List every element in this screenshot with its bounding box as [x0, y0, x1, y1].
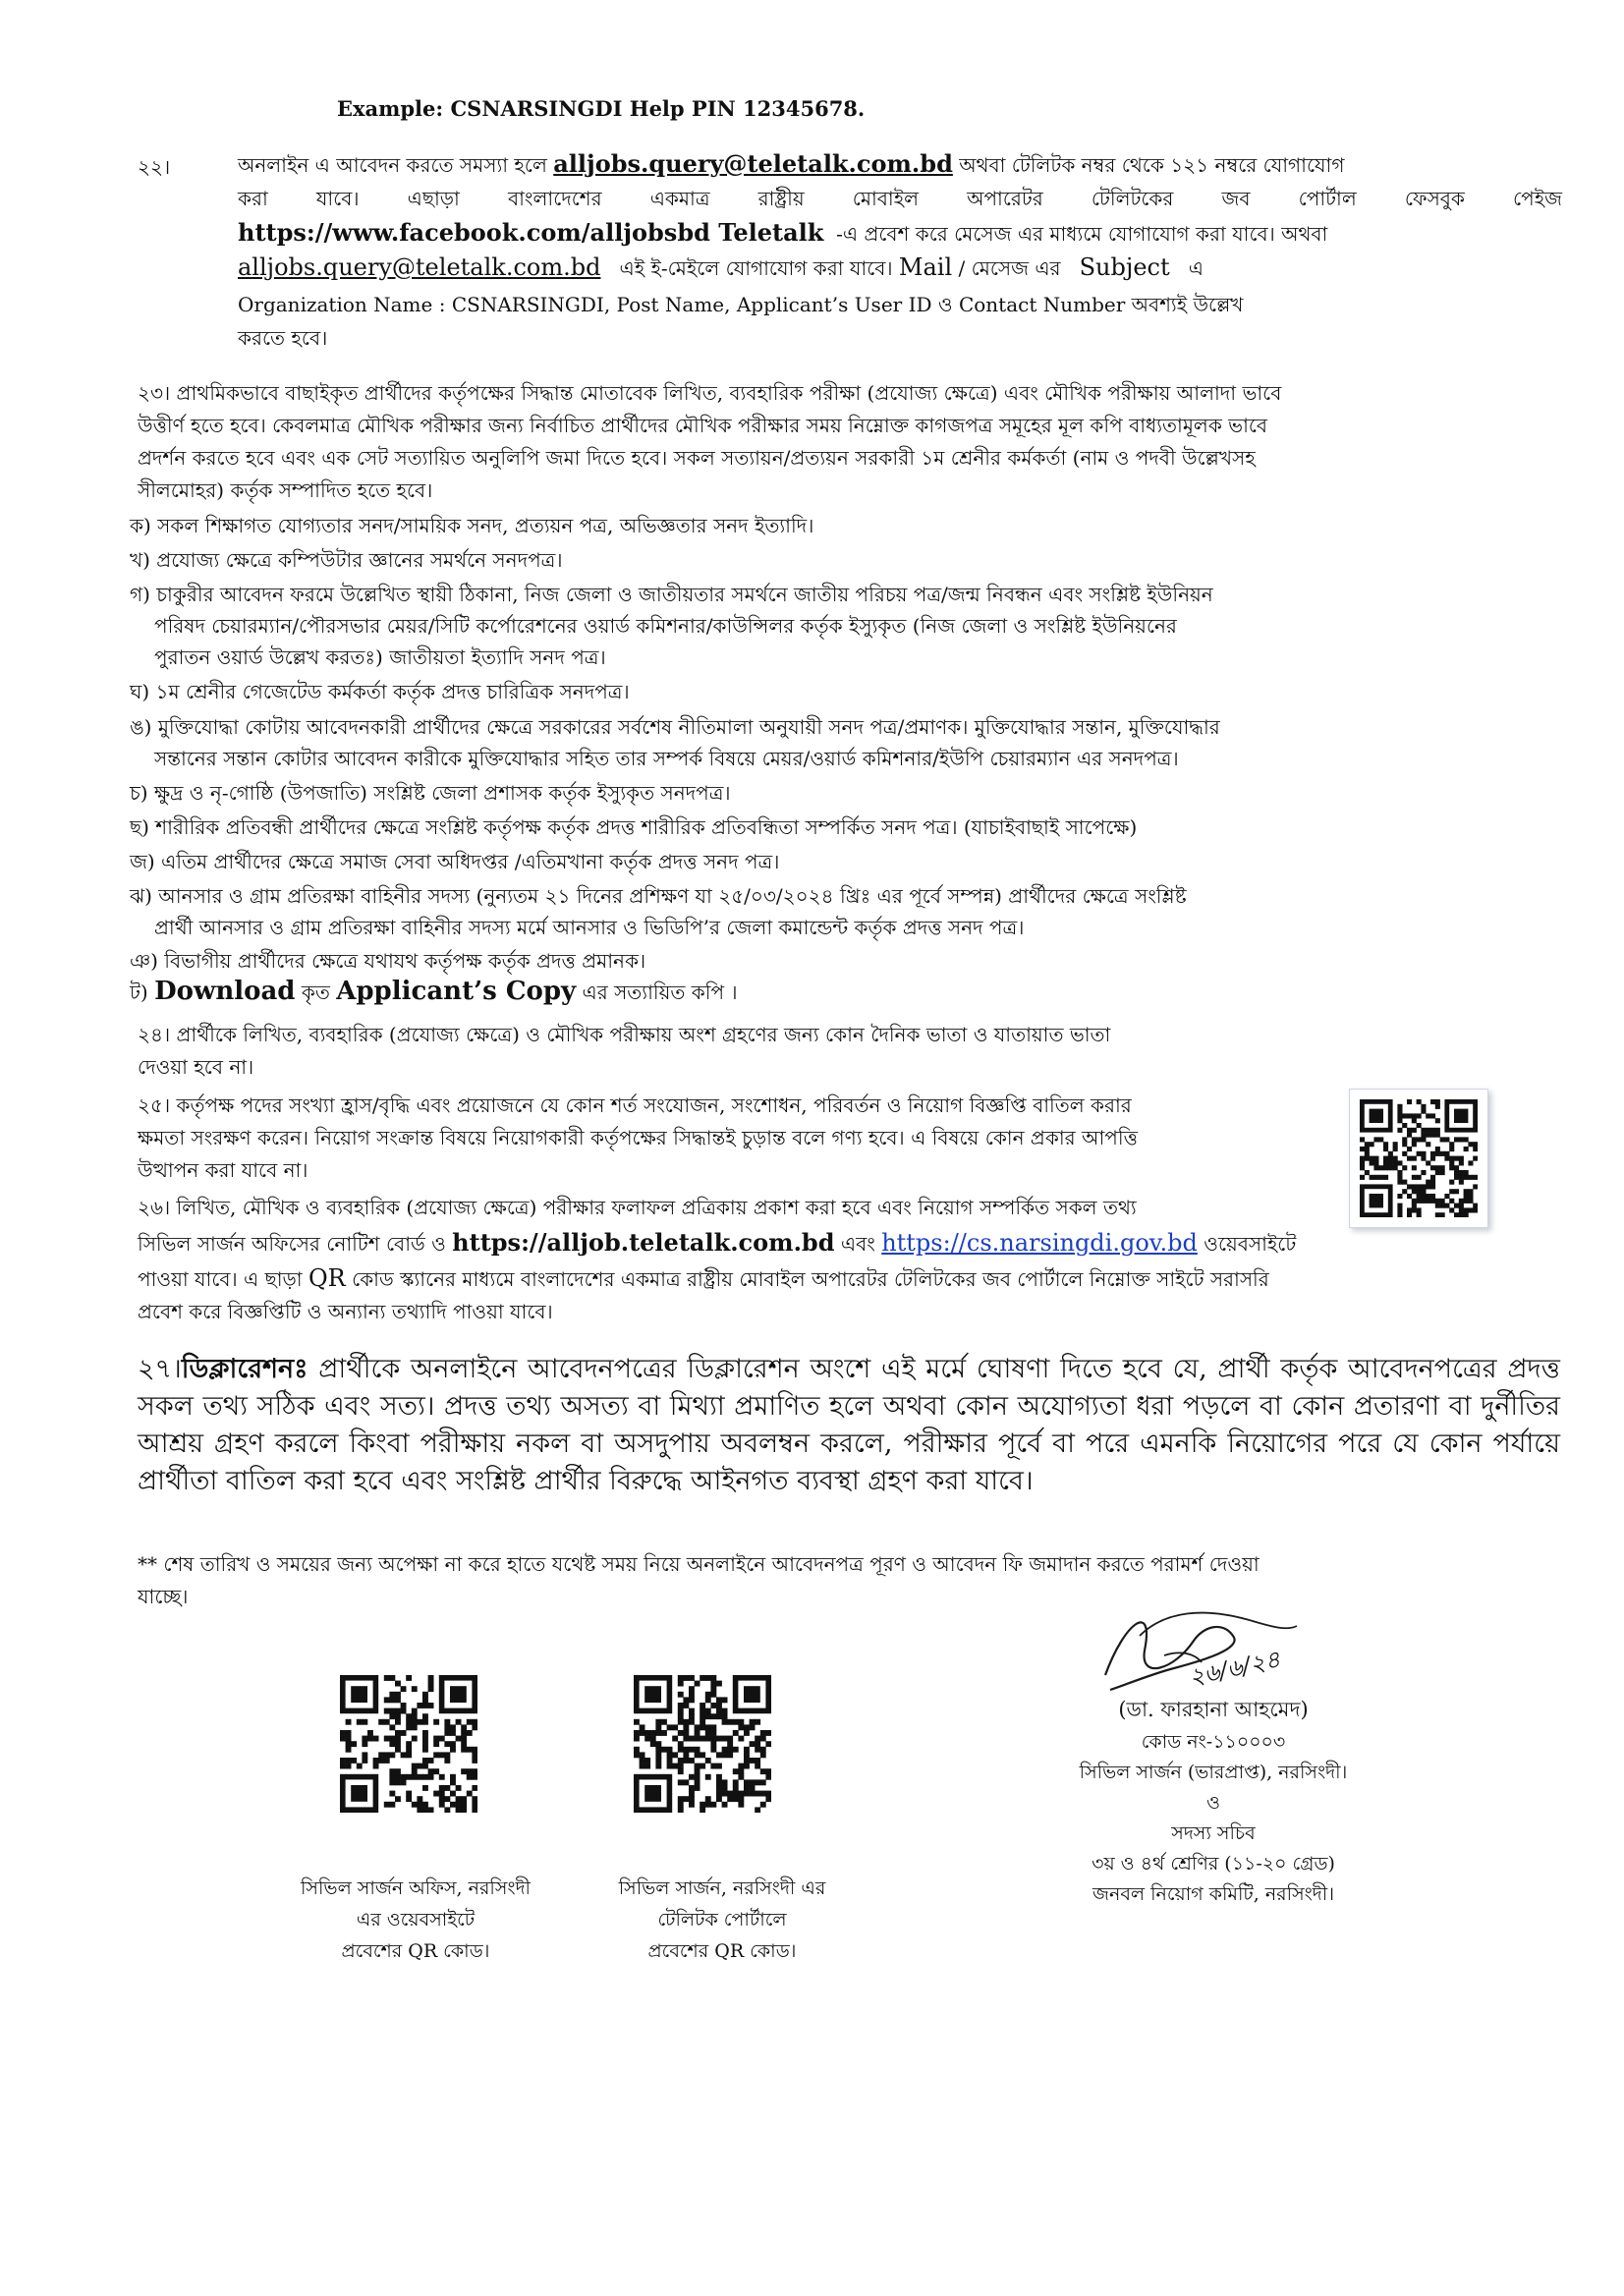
- para23-line3: প্রদর্শন করতে হবে এবং এক সেট সত্যায়িত অনুলিপি জমা দিতে হবে। সকল সত্যায়ন/প্রত্যয়ন সরকারী ১ম শ্রেনীর কর্মকর্তা (নাম ও পদবী উল্লেখসহ: [138, 446, 1256, 470]
- para22-line1: অনলাইন এ আবেদন করতে সমস্যা হলে alljobs.query@teletalk.com.bd অথবা টেলিটক নম্বর থেকে ১২১ নম্বরে যোগাযোগ: [238, 149, 1345, 178]
- para23-line4: সীলমোহর) কর্তৃক সম্পাদিত হতে হবে।: [138, 478, 433, 502]
- list-item: খ) প্রযোজ্য ক্ষেত্রে কম্পিউটার জ্ঞানের সমর্থনে সনদপত্র।: [130, 548, 563, 572]
- para24-line1: ২৪। প্রার্থীকে লিখিত, ব্যবহারিক (প্রযোজ্য ক্ষেত্রে) ও মৌখিক পরীক্ষায় অংশ গ্রহণের জন্য কোন দৈনিক ভাতা ও যাতায়াত ভাতা: [138, 1023, 1111, 1046]
- signature-date: ২৬/৬/২৪: [1186, 1645, 1283, 1692]
- list-item: ঙ) মুক্তিযোদ্ধা কোটায় আবেদনকারী প্রার্থীদের ক্ষেত্রে সরকারের সর্বশেষ নীতিমালা অনুযায়ী সনদ পত্র/প্রমাণক। মুক্তিযোদ্ধার সন্তান, মুক্তিযোদ্ধার: [130, 715, 1220, 739]
- teletalk-link[interactable]: https://alljob.teletalk.com.bd: [452, 1228, 835, 1257]
- para22-line2: করা যাবে। এছাড়া বাংলাদেশের একমাত্র রাষ্ট্রীয় মোবাইল অপারেটর টেলিটকের জব পোর্টাল ফেসবুক পেইজ: [238, 187, 1562, 210]
- note-line2: যাচ্ছে।: [138, 1585, 189, 1608]
- list-item: পুরাতন ওয়ার্ড উল্লেখ করতঃ) জাতীয়তা ইত্যাদি সনদ পত্র।: [154, 645, 606, 669]
- para22-line6: করতে হবে।: [238, 326, 328, 350]
- note-line1: ** শেষ তারিখ ও সময়ের জন্য অপেক্ষা না করে হাতে যথেষ্ট সময় নিয়ে অনলাইনে আবেদনপত্র পূরণ ও আবেদন ফি জমাদান করতে পরামর্শ দেওয়া: [138, 1552, 1260, 1576]
- email-link-2[interactable]: alljobs.query@teletalk.com.bd: [238, 253, 601, 281]
- para23-line1: ২৩। প্রাথমিকভাবে বাছাইকৃত প্রার্থীদের কর্তৃপক্ষের সিদ্ধান্ত মোতাবেক লিখিত, ব্যবহারিক পরীক্ষা (প্রযোজ্য ক্ষেত্রে) এবং মৌখিক পরীক্ষায় আলাদা ভাবে: [138, 381, 1282, 405]
- para26-line4: প্রবেশ করে বিজ্ঞপ্তিটি ও অন্যান্য তথ্যাদি পাওয়া যাবে।: [138, 1300, 553, 1323]
- list-item: জ) এতিম প্রার্থীদের ক্ষেত্রে সমাজ সেবা অধিদপ্তর /এতিমখানা কর্তৃক প্রদত্ত সনদ পত্র।: [130, 850, 780, 873]
- qr-code-icon: [340, 1675, 477, 1813]
- para22-number: ২২।: [138, 155, 171, 179]
- para25-line1: ২৫। কর্তৃপক্ষ পদের সংখ্যা হ্রাস/বৃদ্ধি এবং প্রয়োজনে যে কোন শর্ত সংযোজন, সংশোধন, পরিবর্তন ও নিয়োগ বিজ্ঞপ্তি বাতিল করার: [138, 1093, 1132, 1117]
- para23-line2: উত্তীর্ণ হতে হবে। কেবলমাত্র মৌখিক পরীক্ষার জন্য নির্বাচিত প্রার্থীদের মৌখিক পরীক্ষার সময় নিম্নোক্ত কাগজপত্র সমূহের মূল কপি বাধ্যতামূলক ভাবে: [138, 414, 1268, 437]
- list-item: ঘ) ১ম শ্রেনীর গেজেটেড কর্মকর্তা কর্তৃক প্রদত্ত চারিত্রিক সনদপত্র।: [130, 680, 630, 703]
- signatory-block: (ডা. ফারহানা আহমেদ) কোড নং-১১০০০৩ সিভিল সার্জন (ভারপ্রাপ্ত), নরসিংদী। ও সদস্য সচিব ৩য় ও ৪র্থ শ্রেণির (১১-২০ গ্রেড) জনবল নিয়োগ কমিটি, নরসিংদী।: [1079, 1698, 1348, 1905]
- qr-code-icon: [634, 1675, 771, 1813]
- para26-line1: ২৬। লিখিত, মৌখিক ও ব্যবহারিক (প্রযোজ্য ক্ষেত্রে) পরীক্ষার ফলাফল প্রত্রিকায় প্রকাশ করা হবে এবং নিয়োগ সম্পর্কিত সকল তথ্য: [138, 1196, 1137, 1219]
- qr-mid-caption: সিভিল সার্জন, নরসিংদী এর টেলিটক পোর্টালে প্রবেশের QR কোড।: [618, 1877, 826, 1962]
- para26-line2: সিভিল সার্জন অফিসের নোটিশ বোর্ড ও https://alljob.teletalk.com.bd এবং https://cs.narsingdi.gov.bd ওয়েবসাইটে: [138, 1228, 1297, 1257]
- list-item: সন্তানের সন্তান কোটার আবেদন কারীকে মুক্তিযোদ্ধার সহিত তার সম্পর্ক বিষয়ে মেয়র/ওয়ার্ড কমিশনার/ইউপি চেয়ারম্যান এর সনদপত্র।: [154, 747, 1179, 770]
- list-item: ক) সকল শিক্ষাগত যোগ্যতার সনদ/সাময়িক সনদ, প্রত্যয়ন পত্র, অভিজ্ঞতার সনদ ইত্যাদি।: [130, 514, 814, 537]
- list-item: প্রার্থী আনসার ও গ্রাম প্রতিরক্ষা বাহিনীর সদস্য মর্মে আনসার ও ভিডিপি’র জেলা কমান্ডেন্ট কর্তৃক প্রদত্ত সনদ পত্র।: [154, 916, 1025, 939]
- list-item: চ) ক্ষুদ্র ও নৃ-গোষ্ঠি (উপজাতি) সংশ্লিষ্ট জেলা প্রশাসক কর্তৃক ইস্যুকৃত সনদপত্র।: [130, 781, 731, 805]
- cs-narsingdi-link[interactable]: https://cs.narsingdi.gov.bd: [881, 1229, 1198, 1257]
- para22-line5: Organization Name : CSNARSINGDI, Post Name, Applicant’s User ID ও Contact Number অবশ্যই উল্লেখ: [238, 293, 1244, 316]
- list-item-applicant-copy: ট) Download কৃত Applicant’s Copy এর সত্যায়িত কপি ।: [130, 977, 738, 1006]
- list-item: ঞ) বিভাগীয় প্রার্থীদের ক্ষেত্রে যথাযথ কর্তৃপক্ষ কর্তৃক প্রদত্ত প্রমানক।: [130, 949, 646, 973]
- para22-line3: https://www.facebook.com/alljobsbd Teletalk -এ প্রবেশ করে মেসেজ এর মাধ্যমে যোগাযোগ করা যাবে। অথবা: [238, 218, 1328, 247]
- para25-line2: ক্ষমতা সংরক্ষণ করেন। নিয়োগ সংক্রান্ত বিষয়ে নিয়োগকারী কর্তৃপক্ষের সিদ্ধান্তই চুড়ান্ত বলে গণ্য হবে। এ বিষয়ে কোন প্রকার আপত্তি: [138, 1126, 1138, 1149]
- list-item: গ) চাকুরীর আবেদন ফরমে উল্লেখিত স্থায়ী ঠিকানা, নিজ জেলা ও জাতীয়তার সমর্থনে জাতীয় পরিচয় পত্র/জন্ম নিবন্ধন এবং সংশ্লিষ্ট ইউনিয়ন: [130, 583, 1213, 606]
- qr-left-caption: সিভিল সার্জন অফিস, নরসিংদী এর ওয়েবসাইটে প্রবেশের QR কোড।: [301, 1877, 531, 1962]
- para24-line2: দেওয়া হবে না।: [138, 1055, 254, 1079]
- para26-line3: পাওয়া যাবে। এ ছাড়া QR কোড স্ক্যানের মাধ্যমে বাংলাদেশের একমাত্র রাষ্ট্রীয় মোবাইল অপারেটর টেলিটকের জব পোর্টালে নিম্নোক্ত সাইটে সরাসরি: [138, 1264, 1269, 1292]
- example-line: Example: CSNARSINGDI Help PIN 12345678.: [337, 96, 866, 121]
- declaration: ২৭।ডিক্লারেশনঃ প্রার্থীকে অনলাইনে আবেদনপত্রের ডিক্লারেশন অংশে এই মর্মে ঘোষণা দিতে হবে যে, প্রার্থী কর্তৃক আবেদনপত্রের প্রদত্ত সকল তথ্য সঠিক এবং সত্য। প্রদত্ত তথ্য অসত্য বা মিথ্যা প্রমাণিত হলে অথবা কোন অযোগ্যতা ধরা পড়লে বা কোন প্রতারণা বা দুর্নীতির আশ্রয় গ্রহণ করলে কিংবা পরীক্ষায় নকল বা অসদুপায় অবলম্বন করলে, পরীক্ষার পূর্বে বা পরে এমনকি নিয়োগের পরে যে কোন পর্যায়ে প্রার্থীতা বাতিল করা হবে এবং সংশ্লিষ্ট প্রার্থীর বিরুদ্ধে আইনগত ব্যবস্থা গ্রহণ করা যাবে।: [138, 1354, 1560, 1496]
- list-item: ছ) শারীরিক প্রতিবন্ধী প্রার্থীদের ক্ষেত্রে সংশ্লিষ্ট কর্তৃপক্ষ কর্তৃক প্রদত্ত শারীরিক প্রতিবন্ধিতা সম্পর্কিত সনদ পত্র। (যাচাইবাছাই সাপেক্ষে): [130, 815, 1138, 839]
- list-item: ঝ) আনসার ও গ্রাম প্রতিরক্ষা বাহিনীর সদস্য (নুন্যতম ২১ দিনের প্রশিক্ষণ যা ২৫/০৩/২০২৪ খ্রিঃ এর পূর্বে সম্পন্ন) প্রার্থীদের ক্ষেত্রে সংশ্লিষ্ট: [130, 884, 1187, 908]
- email-link-1[interactable]: alljobs.query@teletalk.com.bd: [553, 149, 953, 178]
- list-item: পরিষদ চেয়ারম্যান/পৌরসভার মেয়র/সিটি কর্পোরেশনের ওয়ার্ড কমিশনার/কাউন্সিলর কর্তৃক ইস্যুকৃত (নিজ জেলা ও সংশ্লিষ্ট ইউনিয়নের: [154, 614, 1177, 638]
- para25-line3: উত্থাপন করা যাবে না।: [138, 1158, 308, 1182]
- facebook-link[interactable]: https://www.facebook.com/alljobsbd Teletalk: [238, 218, 824, 247]
- para22-line4: alljobs.query@teletalk.com.bd এই ই-মেইলে যোগাযোগ করা যাবে। Mail / মেসেজ এর Subject এ: [238, 253, 1204, 281]
